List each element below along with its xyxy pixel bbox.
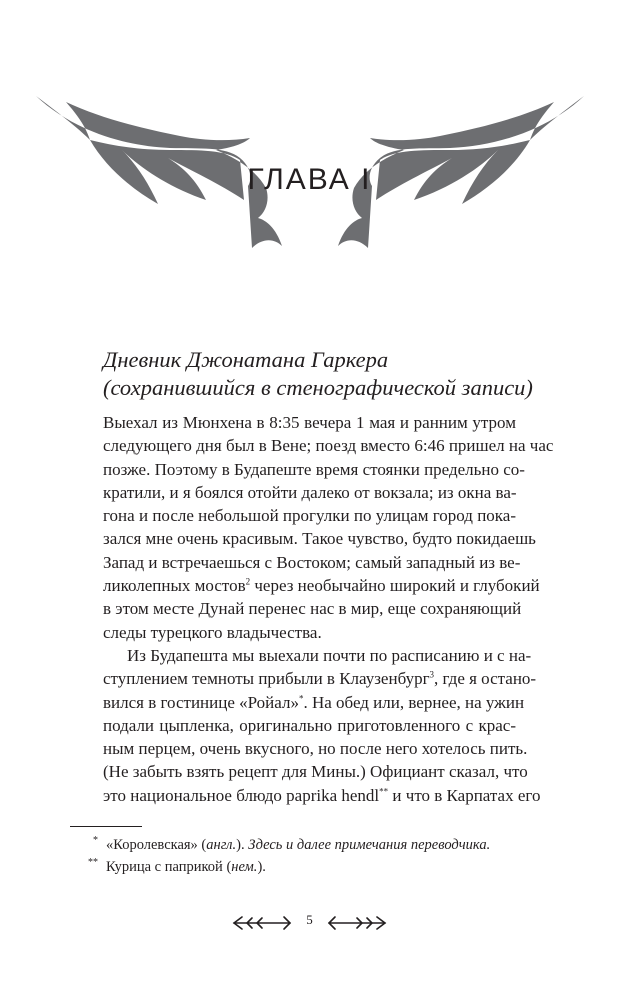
text-fragment: через необычайно широкий и глубокий <box>254 576 540 596</box>
text-line: (Не забыть взять рецепт для Мины.) Официант сказал, что <box>103 762 528 782</box>
footnote-ref: ** <box>379 786 389 797</box>
text-line <box>103 667 537 690</box>
text-line: ным перцем, очень вкусного, но после него хотелось пить. <box>103 739 528 759</box>
footnote-lang: англ. <box>206 837 237 853</box>
footnote: ** Курица с паприкой (нем.). <box>88 857 266 875</box>
text-fragment: это национальное блюдо paprika hendl <box>103 785 380 805</box>
footnote-ref: 2 <box>245 576 251 587</box>
footnote-italic: Здесь и далее примечания переводчика. <box>248 837 491 853</box>
body-text <box>103 411 554 807</box>
text-line: в этом месте Дунай перенес нас в мир, еще сохраняющий <box>103 599 522 619</box>
text-line <box>103 784 541 807</box>
text-line: гона и после небольшой прогулки по улицам город пока- <box>103 506 516 526</box>
diary-heading <box>103 346 533 402</box>
text-line: следы турецкого владычества. <box>103 622 322 642</box>
footnote-text: ). <box>257 859 266 875</box>
footnote-ref: 3 <box>429 669 435 680</box>
text-line <box>103 691 525 714</box>
text-fragment: , где я останo- <box>434 669 537 689</box>
text-fragment: ликолепных мостов <box>103 576 246 596</box>
footnote-text: «Королевская» ( <box>106 837 207 853</box>
text-fragment: вился в гостинице «Ройал» <box>103 692 299 712</box>
footnote-divider <box>70 826 142 827</box>
page-number: 5 <box>306 912 313 927</box>
footnote: * «Королевская» (англ.). Здесь и далее примечания переводчика. <box>93 835 491 853</box>
text-line: кратили, и я боялся отойти далеко от вокзала; из окна ва- <box>103 482 517 502</box>
text-line: следующего дня был в Вене; поезд вместо 6:46 пришел на час <box>103 436 554 456</box>
text-line: Из Будапешта мы выехали почти по расписанию и с на- <box>127 645 532 665</box>
text-line: позже. Поэтому в Будапеште время стоянки предельно со- <box>103 459 525 479</box>
footnote-text: ). <box>236 837 249 853</box>
text-line: Выехал из Мюнхена в 8:35 вечера 1 мая и ранним утром <box>103 413 516 432</box>
footnote-lang: нем. <box>231 859 258 875</box>
text-line: Запад и встречаешься с Востоком; самый западный из ве- <box>103 552 521 572</box>
footnote-text: Курица с паприкой ( <box>106 859 232 875</box>
diary-heading-line-2: (сохранившийся в стенографической записи) <box>103 375 533 400</box>
text-fragment: и что в Карпатах его <box>388 785 541 805</box>
text-fragment: . На обед или, вернее, на ужин <box>303 692 525 712</box>
footnote-ref: * <box>298 692 304 703</box>
text-line: зался мне очень красивым. Такое чувство, будто покидаешь <box>103 529 536 549</box>
text-fragment: ступлением темноты прибыли в Клаузенбург <box>103 669 430 689</box>
diary-heading-line-1: Дневник Джонатана Гаркера <box>103 347 389 372</box>
text-line <box>103 574 540 597</box>
chapter-title: ГЛАВА I <box>247 163 372 196</box>
footnotes <box>70 834 530 878</box>
text-line: подали цыпленка, оригинально приготовленного с крас- <box>103 715 516 735</box>
